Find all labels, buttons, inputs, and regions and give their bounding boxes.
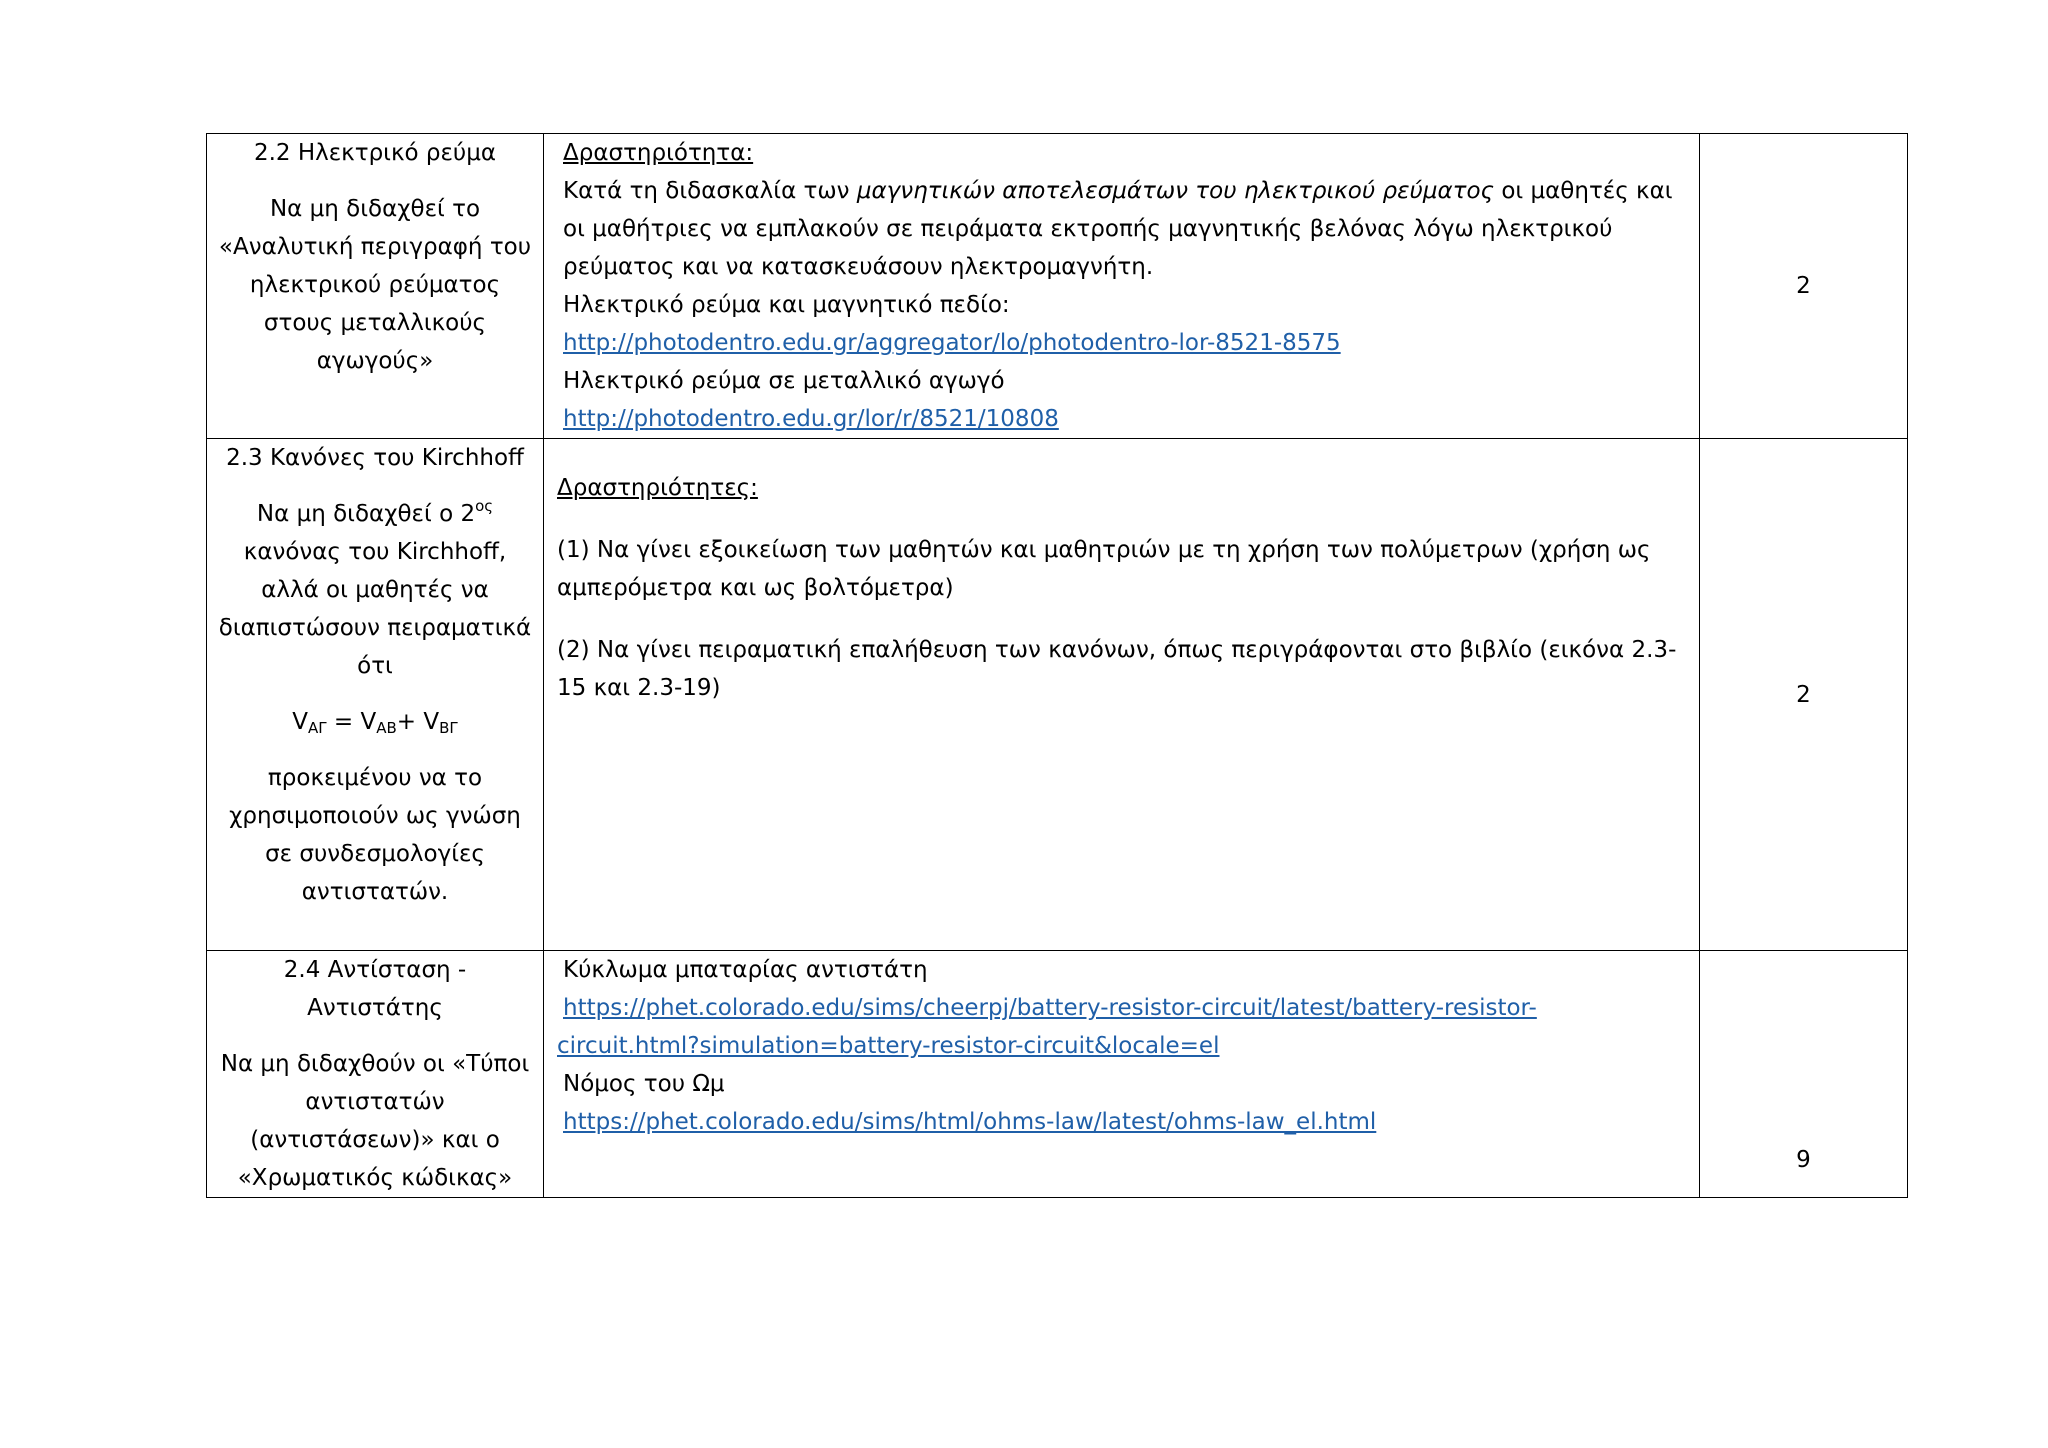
resource-label: Κύκλωμα μπαταρίας αντιστάτη (563, 957, 928, 983)
hours-cell: 2 (1700, 134, 1908, 439)
activity-heading: Δραστηριότητες: (557, 475, 758, 501)
activity-item: (1) Να γίνει εξοικείωση των μαθητών και μαθητριών με τη χρήση των πολύμετρων (χρήση ως αμπερόμετρα και ως βολτόμετρα) (557, 537, 1651, 601)
activity-cell (544, 134, 1700, 439)
activity-cell (544, 951, 1700, 1198)
section-note: Να μη διδαχθεί ο $2^{o\varsigma}$ κανόνας του Kirchhoff, αλλά οι μαθητές να διαπιστώσουν πειραματικά ότι (218, 497, 532, 679)
resource-label: Νόμος του Ωμ (563, 1071, 725, 1097)
activity-item: (2) Να γίνει πειραματική επαλήθευση των κανόνων, όπως περιγράφονται στο βιβλίο (εικόνα 2.3-15 και 2.3-19) (557, 637, 1677, 701)
section-cell (207, 439, 544, 951)
curriculum-table (206, 133, 1908, 1198)
resource-link[interactable]: circuit.html?simulation=battery-resistor-circuit&locale=el (557, 1033, 1220, 1059)
activity-cell (544, 439, 1700, 951)
formula: $V_{A\Gamma} = V_{AB}+ V_{B\Gamma}$ (292, 709, 458, 737)
section-note: Να μη διδαχθούν οι «Τύποι αντιστατών (αντιστάσεων)» και ο «Χρωματικός κώδικας» (220, 1051, 530, 1191)
table-row (207, 951, 1908, 1198)
resource-link[interactable]: http://photodentro.edu.gr/lor/r/8521/10808 (563, 406, 1059, 432)
section-note: προκειμένου να το χρησιμοποιούν ως γνώση σε συνδεσμολογίες αντιστατών. (229, 765, 521, 905)
resource-link[interactable]: http://photodentro.edu.gr/aggregator/lo/photodentro-lor-8521-8575 (563, 330, 1341, 356)
activity-heading: Δραστηριότητα: (563, 140, 754, 166)
section-title: 2.4 Αντίσταση - Αντιστάτης (283, 957, 467, 1021)
activity-text: Κατά τη διδασκαλία των μαγνητικών αποτελεσμάτων του ηλεκτρικού ρεύματος οι μαθητές και οι μαθήτριες να εμπλακούν σε πειράματα εκτροπής μαγνητικής βελόνας λόγω ηλεκτρικού ρεύματος και να κατασκευάσουν ηλεκτρομαγνήτη. (563, 178, 1673, 280)
resource-link[interactable]: https://phet.colorado.edu/sims/cheerpj/battery-resistor-circuit/latest/battery-resistor- (563, 995, 1537, 1021)
resource-label: Ηλεκτρικό ρεύμα και μαγνητικό πεδίο: (563, 292, 1010, 318)
hours-cell: 2 (1700, 439, 1908, 951)
hours-cell: 9 (1700, 951, 1908, 1198)
table-row (207, 439, 1908, 951)
section-cell (207, 134, 544, 439)
resource-link[interactable]: https://phet.colorado.edu/sims/html/ohms-law/latest/ohms-law_el.html (563, 1109, 1377, 1135)
section-title: 2.2 Ηλεκτρικό ρεύμα (253, 140, 497, 166)
section-note: Να μη διδαχθεί το «Αναλυτική περιγραφή του ηλεκτρικού ρεύματος στους μεταλλικούς αγωγούς» (218, 196, 532, 374)
resource-label: Ηλεκτρικό ρεύμα σε μεταλλικό αγωγό (563, 368, 1005, 394)
table-row (207, 134, 1908, 439)
section-title: 2.3 Κανόνες του Kirchhoff (226, 445, 524, 471)
resource-link-wrap (557, 989, 1685, 1065)
section-cell (207, 951, 544, 1198)
